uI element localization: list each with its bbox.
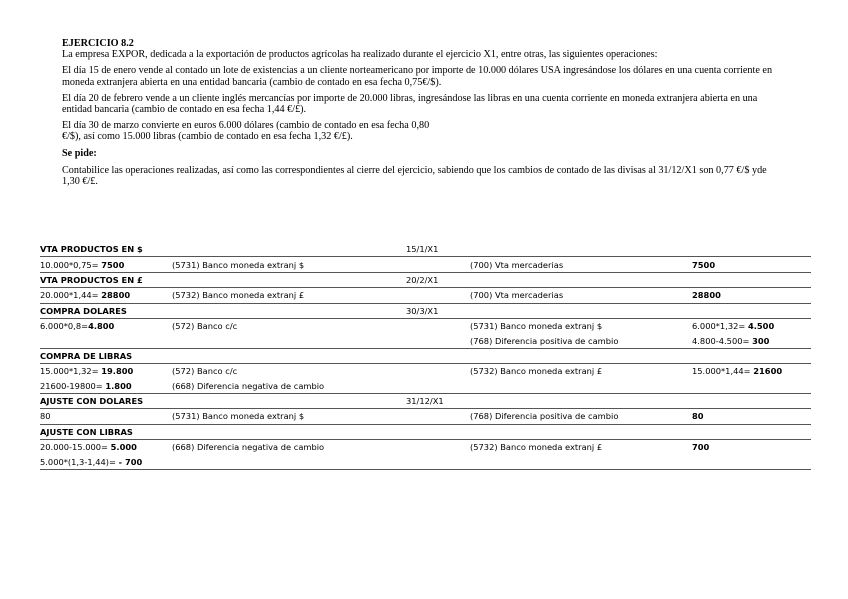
operation-paragraph-1: El día 15 de enero vende al contado un lote de existencias a un cliente norteamericano por importe de 10.000 dólares USA ingresándose los dólares en una cuenta corriente en moneda extranjera abierta en una entidad bancaria (cambio de contado en esa fecha 0,75€/$). xyxy=(62,65,773,88)
credit-account-cell xyxy=(470,454,692,469)
amount-cell xyxy=(692,348,811,363)
amount-value: 300 xyxy=(752,335,770,346)
amount-calculation: 15.000*1,44= xyxy=(692,366,754,377)
calculation-text: 6.000*0,8= xyxy=(40,321,89,332)
calculation-result: 1.800 xyxy=(105,380,132,391)
se-pide-heading: Se pide: xyxy=(62,147,97,159)
entry-header-row xyxy=(40,424,811,439)
credit-account-cell: (700) Vta mercaderias xyxy=(470,257,692,272)
entry-header-label: COMPRA DOLARES xyxy=(40,303,172,318)
entry-line-row xyxy=(40,440,811,455)
amount-value: 80 xyxy=(692,411,704,422)
calculation-result: 5.000 xyxy=(110,442,137,453)
calculation-cell xyxy=(40,288,172,303)
amount-cell xyxy=(692,454,811,469)
calculation-cell xyxy=(40,364,172,379)
amount-value: 28800 xyxy=(692,290,721,301)
exercise-statement xyxy=(62,38,784,192)
calculation-result: 7500 xyxy=(101,259,125,270)
credit-account-cell xyxy=(470,393,692,408)
credit-account-cell xyxy=(470,303,692,318)
calculation-text: 20.000*1,44= xyxy=(40,290,102,301)
calculation-result: 4.800 xyxy=(88,321,115,332)
debit-account-cell xyxy=(172,454,406,469)
calculation-cell xyxy=(40,318,172,333)
calculation-text: 80 xyxy=(40,411,51,422)
amount-cell xyxy=(692,364,811,379)
debit-account-cell: (572) Banco c/c xyxy=(172,321,238,332)
calculation-cell xyxy=(40,409,172,424)
credit-account-cell: (768) Diferencia positiva de cambio xyxy=(470,333,692,348)
amount-cell xyxy=(692,409,811,424)
entry-header-label: AJUSTE CON DOLARES xyxy=(40,393,172,408)
credit-account-cell: (768) Diferencia positiva de cambio xyxy=(470,409,692,424)
amount-cell xyxy=(692,257,811,272)
amount-calculation: 6.000*1,32= xyxy=(692,321,748,332)
credit-account-cell xyxy=(470,242,692,257)
entry-date xyxy=(406,348,470,363)
entry-date xyxy=(406,288,470,303)
amount-cell xyxy=(692,393,811,408)
debit-account-cell: (5732) Banco moneda extranj £ xyxy=(172,288,406,303)
debit-account-cell xyxy=(172,242,406,257)
debit-account-cell xyxy=(172,348,406,363)
journal-entries-table xyxy=(40,242,811,470)
entry-date: 31/12/X1 xyxy=(406,393,470,408)
entry-header-row xyxy=(40,242,811,257)
entry-date xyxy=(406,379,470,394)
debit-account-cell xyxy=(172,333,406,348)
entry-date xyxy=(406,364,470,379)
entry-date xyxy=(406,424,470,439)
entry-date: 30/3/X1 xyxy=(406,303,470,318)
entry-line-row xyxy=(40,409,811,424)
debit-account-cell xyxy=(172,424,406,439)
debit-account-cell: (668) Diferencia negativa de cambio xyxy=(172,379,406,394)
entry-date xyxy=(406,454,470,469)
entry-line-row xyxy=(40,288,811,303)
task-paragraph: Contabilice las operaciones realizadas, así como las correspondientes al cierre del ejercicio, sabiendo que los cambios de contado de las divisas al 31/12/X1 son 0,77 €/$ yde 1,30 €/£. xyxy=(62,164,767,188)
entry-header-label: VTA PRODUCTOS EN £ xyxy=(40,272,172,287)
entry-line-row xyxy=(40,333,811,348)
entry-header-row xyxy=(40,348,811,363)
entry-date: 20/2/X1 xyxy=(406,272,470,287)
credit-account-cell: (5732) Banco moneda extranj £ xyxy=(470,442,603,453)
entry-date xyxy=(406,409,470,424)
amount-cell xyxy=(692,379,811,394)
calculation-text: 21600-19800= xyxy=(40,380,106,391)
debit-account-cell xyxy=(172,303,406,318)
entry-line-row xyxy=(40,364,811,379)
amount-cell xyxy=(692,288,811,303)
entry-line-row xyxy=(40,379,811,394)
entry-line-row xyxy=(40,454,811,469)
calculation-text: 15.000*1,32= xyxy=(40,366,102,377)
entry-date xyxy=(406,440,470,455)
calculation-cell xyxy=(40,257,172,272)
amount-cell xyxy=(692,242,811,257)
amount-cell xyxy=(692,424,811,439)
entry-date xyxy=(406,318,470,333)
amount-value: 4.500 xyxy=(747,321,775,332)
entry-date: 15/1/X1 xyxy=(406,242,470,257)
calculation-text: 5.000*(1,3-1,44)= xyxy=(40,456,119,467)
operation-paragraph-3-line-1: El día 30 de marzo convierte en euros 6.000 dólares (cambio de contado en esa fecha 0,80 xyxy=(62,120,430,132)
amount-value: 21600 xyxy=(753,366,783,377)
credit-account-cell xyxy=(470,424,692,439)
exercise-intro: La empresa EXPOR, dedicada a la exportación de productos agrícolas ha realizado durante el ejercicio X1, entre otras, las siguientes operaciones: xyxy=(62,49,658,61)
calculation-cell xyxy=(40,379,172,394)
entry-date xyxy=(406,257,470,272)
calculation-result: 28800 xyxy=(101,290,131,301)
entry-header-label: VTA PRODUCTOS EN $ xyxy=(40,242,172,257)
credit-account-cell xyxy=(470,272,692,287)
amount-value: 700 xyxy=(692,442,710,453)
credit-account-cell: (5732) Banco moneda extranj £ xyxy=(470,366,603,377)
debit-account-cell: (572) Banco c/c xyxy=(172,366,238,377)
entry-header-row xyxy=(40,393,811,408)
credit-account-cell xyxy=(470,348,692,363)
amount-cell xyxy=(692,303,811,318)
calculation-text: 20.000-15.000= xyxy=(40,442,111,453)
entry-header-row xyxy=(40,272,811,287)
debit-account-cell xyxy=(172,272,406,287)
amount-value: 7500 xyxy=(692,259,716,270)
calculation-cell xyxy=(40,454,172,469)
debit-account-cell: (5731) Banco moneda extranj $ xyxy=(172,257,406,272)
exercise-title: EJERCICIO 8.2 xyxy=(62,38,134,49)
calculation-text: 10.000*0,75= xyxy=(40,259,102,270)
amount-cell xyxy=(692,440,811,455)
calculation-cell xyxy=(40,440,172,455)
credit-account-cell xyxy=(470,379,692,394)
entry-line-row xyxy=(40,318,811,333)
entry-date xyxy=(406,333,470,348)
amount-cell xyxy=(692,272,811,287)
operation-paragraph-3-line-2: €/$), así como 15.000 libras (cambio de contado en esa fecha 1,32 €/£). xyxy=(62,131,353,143)
calculation-cell xyxy=(40,333,172,348)
entry-header-row xyxy=(40,303,811,318)
amount-cell xyxy=(692,318,811,333)
entry-line-row xyxy=(40,257,811,272)
calculation-result: - 700 xyxy=(118,456,143,467)
credit-account-cell: (5731) Banco moneda extranj $ xyxy=(470,321,603,332)
entry-header-label: AJUSTE CON LIBRAS xyxy=(40,424,172,439)
debit-account-cell: (668) Diferencia negativa de cambio xyxy=(172,442,325,453)
amount-cell xyxy=(692,333,811,348)
amount-calculation: 4.800-4.500= xyxy=(692,335,753,346)
operation-paragraph-2: El día 20 de febrero vende a un cliente inglés mercancías por importe de 20.000 libras, ingresándose las libras en una cuenta corriente en moneda extranjera abierta en una entidad bancaria (cambio de contado en esa fecha 1,44 €/£). xyxy=(62,92,758,116)
operation-paragraph-3 xyxy=(62,120,784,142)
entry-header-label: COMPRA DE LIBRAS xyxy=(40,348,172,363)
debit-account-cell xyxy=(172,393,406,408)
calculation-result: 19.800 xyxy=(101,366,134,377)
credit-account-cell: (700) Vta mercaderias xyxy=(470,288,692,303)
debit-account-cell: (5731) Banco moneda extranj $ xyxy=(172,409,406,424)
